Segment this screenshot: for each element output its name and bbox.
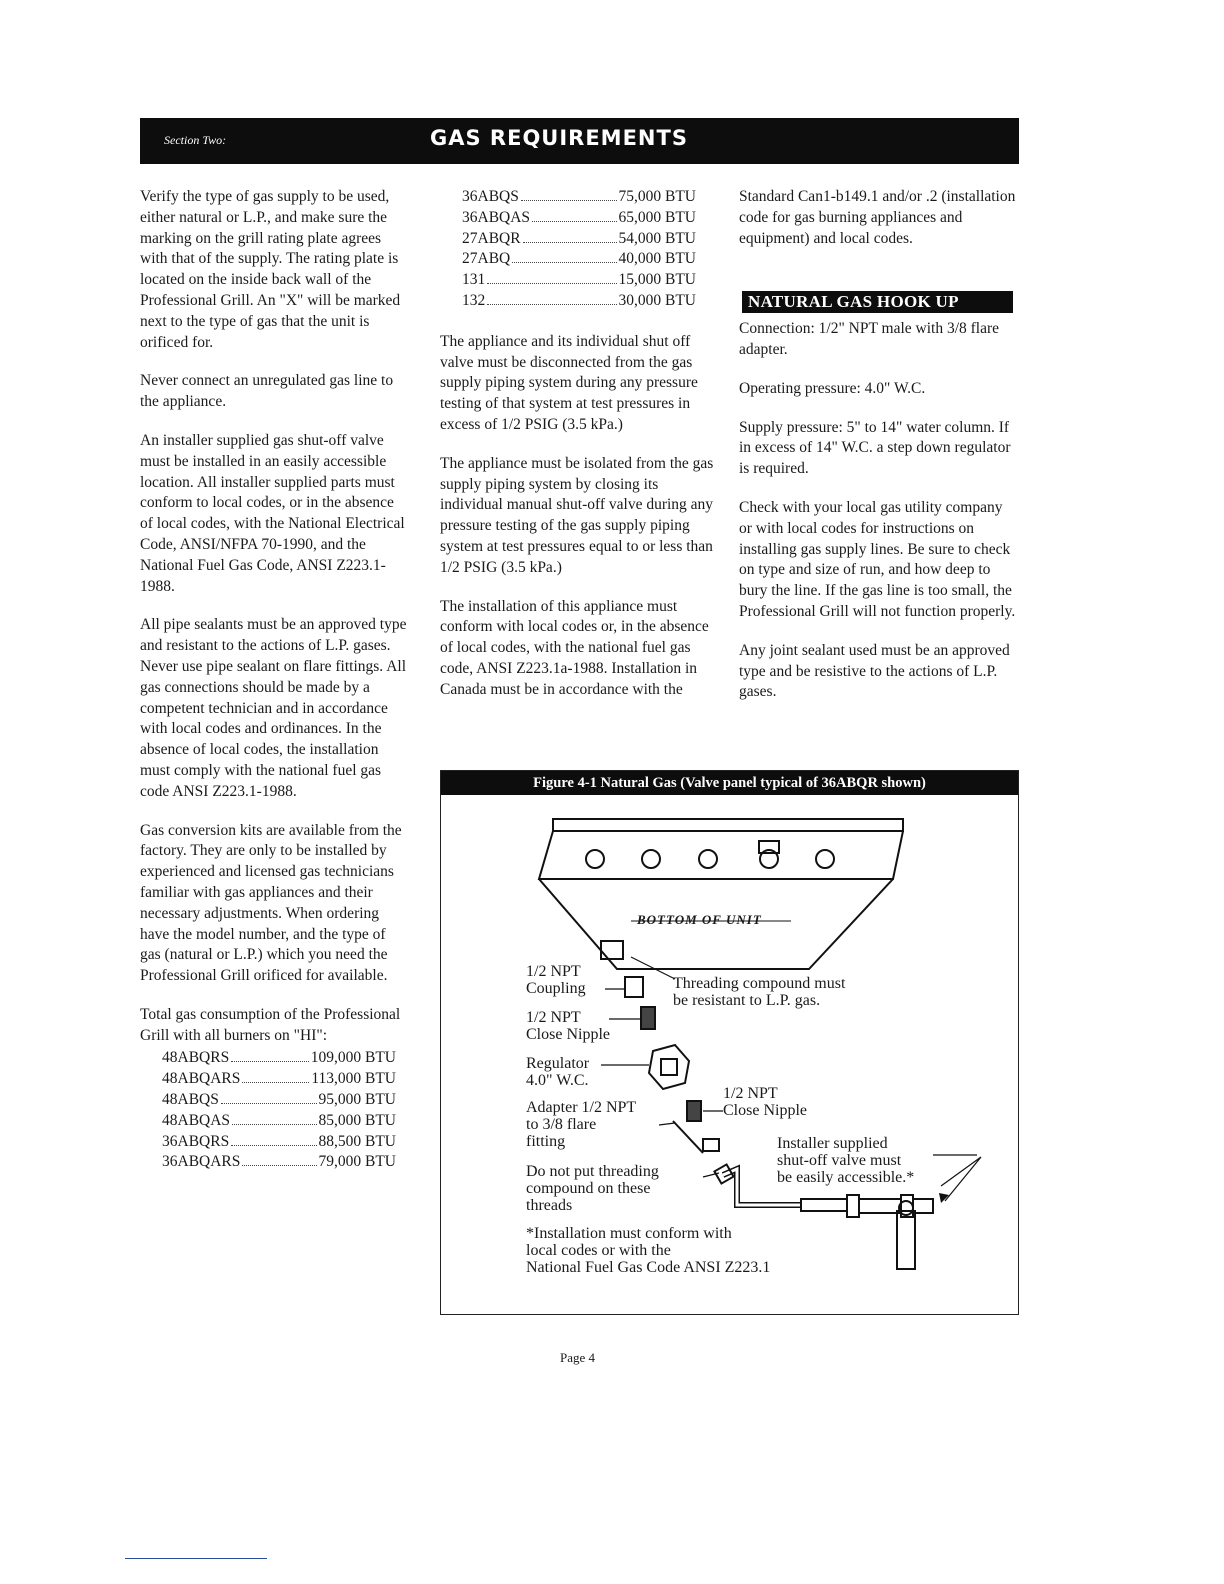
bottom-of-unit-label: BOTTOM OF UNIT [637, 912, 762, 927]
btu-row: 48ABQS 95,000 BTU [162, 1091, 396, 1109]
close-nipple-icon [687, 1101, 701, 1121]
btu-row: 36ABQS 75,000 BTU [462, 188, 696, 205]
btu-row: 48ABQARS 113,000 BTU [162, 1070, 396, 1088]
btu-row: 36ABQARS 79,000 BTU [162, 1153, 396, 1171]
paragraph: Gas conversion kits are available from the factory. They are only to be installed by experienced and licensed gas technicians familiar with gas appliances and their necessary adjustments. When ordering have the model number, and the type of gas (natural or L.P.) which you need the Professional Grill orificed for available. [140, 821, 402, 985]
column-2 [440, 187, 722, 719]
close-nipple-icon [641, 1007, 655, 1029]
btu-row: 36ABQRS 88,500 BTU [162, 1132, 396, 1150]
paragraph: An installer supplied gas shut-off valve must be installed in an easily accessible location. All installer supplied parts must conform to local codes, or in the absence of local codes, with the National Electrical Code, ANSI/NFPA 70-1990, and the National Fuel Gas Code, ANSI Z223.1-1988. [140, 431, 405, 595]
paragraph: The appliance must be isolated from the gas supply piping system by closing its individual manual shut-off valve during any pressure testing of the gas supply piping system at test pressures equal to or less than 1/2 PSIG (3.5 kPa.) [440, 454, 714, 576]
paragraph: Verify the type of gas supply to be used, either natural or L.P., and make sure the marking on the grill rating plate agrees with that of the supply. The rating plate is located on the inside back wall of the Professional Grill. An "X" will be marked next to the type of gas that the unit is orificed for. [140, 188, 401, 351]
btu-list [162, 1048, 396, 1173]
regulator-icon [649, 1045, 689, 1089]
column-3 [739, 187, 1019, 721]
btu-row: 48ABQAS 85,000 BTU [162, 1111, 396, 1129]
btu-row: 48ABQRS 109,000 BTU [162, 1049, 396, 1067]
figure-natural-gas [440, 770, 1019, 1315]
paragraph: The appliance and its individual shut off valve must be disconnected from the gas supply piping system during any pressure testing of that system at test pressures in excess of 1/2 PSIG (3.5 kPa.) [440, 332, 698, 433]
close-nipple-label-1: 1/2 NPT Close Nipple [526, 1009, 610, 1043]
btu-row: 132 30,000 BTU [462, 291, 696, 309]
shut-off-valve-icon [897, 1211, 915, 1269]
paragraph: Standard Can1-b149.1 and/or .2 (installation code for gas burning appliances and equipment) and local codes. [739, 188, 1016, 247]
btu-row: 131 15,000 BTU [462, 271, 696, 289]
btu-row: 27ABQ 40,000 BTU [462, 250, 696, 268]
paragraph: The installation of this appliance must conform with local codes or, in the absence of local codes, with the national fuel gas code, ANSI Z223.1a-1988. Installation in Canada must be in accordance with the [440, 597, 709, 698]
paragraph: Supply pressure: 5" to 14" water column. If in excess of 14" W.C. a step down regulator is required. [739, 418, 1011, 478]
paragraph: Total gas consumption of the Professional Grill with all burners on "HI": [140, 1005, 401, 1044]
coupling-label: 1/2 NPT Coupling [526, 963, 586, 997]
paragraph: Check with your local gas utility company or with local codes for instructions on installing gas supply lines. Be sure to check on type and size of run, and how deep to bury the line. If the gas line is too small, the Professional Grill will not function properly. [739, 498, 1016, 620]
pipe-icon [801, 1199, 847, 1211]
btu-list [462, 187, 696, 312]
threading-compound-label: Threading compound must be resistant to L.P. gas. [673, 975, 846, 1009]
page-title: GAS REQUIREMENTS [430, 126, 688, 150]
btu-row: 36ABQAS 65,000 BTU [462, 208, 696, 226]
paragraph: Connection: 1/2" NPT male with 3/8 flare adapter. [739, 320, 1000, 358]
coupling-icon [625, 977, 643, 997]
figure-caption: Figure 4-1 Natural Gas (Valve panel typical of 36ABQR shown) [441, 771, 1018, 795]
paragraph: Operating pressure: 4.0" W.C. [739, 379, 926, 397]
panel-face [539, 831, 903, 879]
section-label: Section Two: [164, 133, 227, 147]
knob-icon [816, 850, 834, 868]
close-nipple-label-2: 1/2 NPT Close Nipple [723, 1085, 807, 1119]
knob-icon [586, 850, 604, 868]
section-header [140, 118, 1019, 164]
knob-icon [699, 850, 717, 868]
page-number: Page 4 [560, 1350, 596, 1365]
regulator-label: Regulator 4.0" W.C. [526, 1055, 590, 1089]
adapter-label: Adapter 1/2 NPT to 3/8 flare fitting [526, 1099, 637, 1150]
installer-valve-label: Installer supplied shut-off valve must be easily accessible.* [777, 1135, 915, 1186]
paragraph: Never connect an unregulated gas line to the appliance. [140, 372, 394, 411]
installation-note: *Installation must conform with local codes or with the National Fuel Gas Code ANSI Z223.1 [526, 1225, 771, 1276]
column-1 [140, 187, 410, 1173]
adapter-line [673, 1121, 703, 1153]
btu-row: 27ABQR 54,000 BTU [462, 229, 696, 247]
igniter-icon [759, 841, 779, 853]
natural-gas-heading: NATURAL GAS HOOK UP [742, 291, 1013, 313]
divider [125, 1558, 267, 1559]
do-not-thread-label: Do not put threading compound on these threads [526, 1163, 659, 1214]
paragraph: All pipe sealants must be an approved type and resistant to the actions of L.P. gases. Never use pipe sealant on flare fittings. All gas connections should be made by a competent technician and in accordance with local codes and ordinances. In the absence of local codes, the installation must comply with the national fuel gas code ANSI Z223.1-1988. [140, 616, 407, 800]
panel-top [553, 819, 903, 831]
paragraph: Any joint sealant used must be an approved type and be resistive to the actions of L.P. gases. [739, 641, 1010, 701]
knob-icon [642, 850, 660, 868]
fitting-icon [601, 941, 623, 959]
